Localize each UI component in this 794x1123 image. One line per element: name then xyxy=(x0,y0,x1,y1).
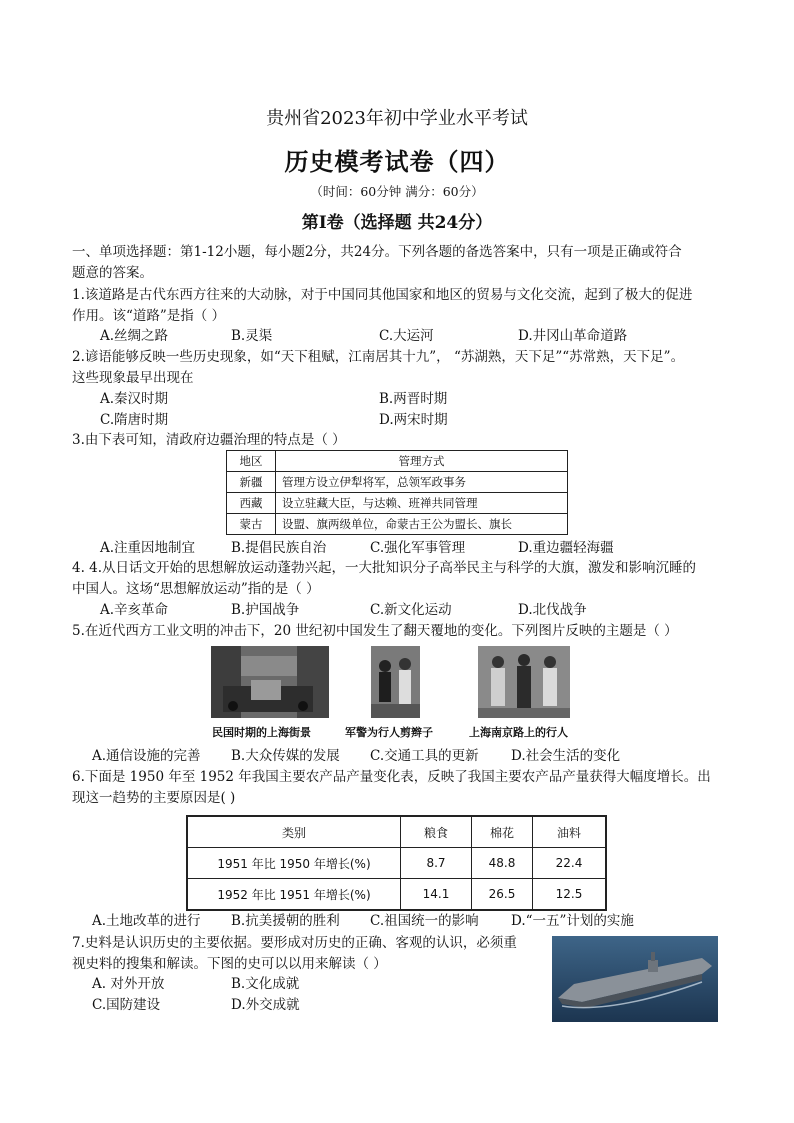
option-a: A.丝绸之路 xyxy=(100,328,169,344)
option-b: B.文化成就 xyxy=(231,976,300,992)
table-header-row xyxy=(227,451,568,472)
table-row xyxy=(187,879,606,911)
table-cell: 1951 年比 1950 年增长(%) xyxy=(187,848,401,879)
table-row xyxy=(227,514,568,535)
nanjing-road-photo xyxy=(478,646,570,718)
option-a: A.辛亥革命 xyxy=(100,602,169,618)
question-2-text: 2.谚语能够反映一些历史现象，如“天下租赋，江南居其十九”， “苏湖熟，天下足”“苏常熟，天下足”。 xyxy=(72,349,685,365)
option-a: A.秦汉时期 xyxy=(100,391,169,407)
option-c: C.国防建设 xyxy=(92,997,161,1013)
option-c: C.强化军事管理 xyxy=(370,540,466,556)
question-4-text: 中国人。这场“思想解放运动”指的是（ ） xyxy=(72,581,320,597)
question-7-text: 视史料的搜集和解读。下图的史可以以用来解读（ ） xyxy=(72,956,387,972)
option-c: C.大运河 xyxy=(379,328,434,344)
photo-caption: 军警为行人剪辫子 xyxy=(345,726,433,739)
table-header-cell: 粮食 xyxy=(401,816,472,848)
instructions-line: 题意的答案。 xyxy=(72,265,153,281)
table-cell: 8.7 xyxy=(401,848,472,879)
option-d: D.井冈山革命道路 xyxy=(518,328,628,344)
table-cell: 设立驻藏大臣，与达赖、班禅共同管理 xyxy=(276,493,568,514)
table-header-cell: 油料 xyxy=(533,816,607,848)
option-a: A.土地改革的进行 xyxy=(92,913,201,929)
table-header-cell: 类别 xyxy=(187,816,401,848)
table-header-cell: 棉花 xyxy=(472,816,533,848)
option-c: C.隋唐时期 xyxy=(100,412,169,428)
table-cell: 设盟、旗两级单位，命蒙古王公为盟长、旗长 xyxy=(276,514,568,535)
table-header-row xyxy=(187,816,606,848)
table-cell: 新疆 xyxy=(227,472,276,493)
question-3-text: 3.由下表可知，清政府边疆治理的特点是（ ） xyxy=(72,432,346,448)
time-info: （时间：60分钟 满分：60分） xyxy=(310,184,484,199)
option-b: B.两晋时期 xyxy=(379,391,448,407)
option-b: B.提倡民族自治 xyxy=(231,540,327,556)
question-1-text: 作用。该“道路”是指（ ） xyxy=(72,308,226,324)
question-6-text: 现这一趋势的主要原因是( ) xyxy=(72,790,236,806)
table-cell: 22.4 xyxy=(533,848,607,879)
option-a: A.通信设施的完善 xyxy=(92,748,201,764)
section-title: 第Ⅰ卷（选择题 共24分） xyxy=(301,213,493,233)
option-d: D.重边疆轻海疆 xyxy=(518,540,614,556)
option-b: B.灵渠 xyxy=(231,328,273,344)
table-cell: 蒙古 xyxy=(227,514,276,535)
option-d: D.外交成就 xyxy=(231,997,300,1013)
question-6-text: 6.下面是 1950 年至 1952 年我国主要农产品产量变化表，反映了我国主要农产品产量获得大幅度增长。出 xyxy=(72,769,711,785)
table-cell: 14.1 xyxy=(401,879,472,911)
option-b: B.抗美援朝的胜利 xyxy=(231,913,340,929)
option-c: C.交通工具的更新 xyxy=(370,748,479,764)
table-cell: 1952 年比 1951 年增长(%) xyxy=(187,879,401,911)
shanghai-street-photo xyxy=(211,646,329,718)
option-b: B.护国战争 xyxy=(231,602,300,618)
aircraft-carrier-photo xyxy=(552,936,718,1022)
question-4-text: 4. 4.从日话文开始的思想解放运动蓬勃兴起，一大批知识分子高举民主与科学的大旗，激发和影响沉睡的 xyxy=(72,560,697,576)
agricultural-output-table xyxy=(186,815,607,911)
photo-caption: 民国时期的上海街景 xyxy=(212,726,311,739)
exam-title: 历史模考试卷（四） xyxy=(284,147,510,176)
table-cell: 管理方设立伊犁将军，总领军政事务 xyxy=(276,472,568,493)
option-a: A. 对外开放 xyxy=(92,976,165,992)
table-row xyxy=(227,493,568,514)
table-header-cell: 管理方式 xyxy=(276,451,568,472)
table-cell: 48.8 xyxy=(472,848,533,879)
table-cell: 西藏 xyxy=(227,493,276,514)
queue-cutting-photo xyxy=(371,646,420,718)
option-c: C.新文化运动 xyxy=(370,602,452,618)
option-d: D.“一五”计划的实施 xyxy=(511,913,634,929)
table-row xyxy=(187,848,606,879)
instructions-line: 一、单项选择题：第1-12小题，每小题2分，共24分。下列各题的备选答案中，只有一项是正确或符合 xyxy=(72,244,682,260)
table-cell: 26.5 xyxy=(472,879,533,911)
table-cell: 12.5 xyxy=(533,879,607,911)
option-d: D.两宋时期 xyxy=(379,412,448,428)
option-d: D.社会生活的变化 xyxy=(511,748,621,764)
question-1-text: 1.该道路是古代东西方往来的大动脉，对于中国同其他国家和地区的贸易与文化交流，起到了极大的促进 xyxy=(72,287,693,303)
question-2-text: 这些现象最早出现在 xyxy=(72,370,194,386)
table-header-cell: 地区 xyxy=(227,451,276,472)
option-d: D.北伐战争 xyxy=(518,602,587,618)
question-5-text: 5.在近代西方工业文明的冲击下，20 世纪初中国发生了翻天覆地的变化。下列图片反映的主题是（ ） xyxy=(72,623,678,639)
table-row xyxy=(227,472,568,493)
frontier-governance-table xyxy=(226,450,568,535)
option-c: C.祖国统一的影响 xyxy=(370,913,479,929)
option-a: A.注重因地制宜 xyxy=(100,540,196,556)
photo-caption: 上海南京路上的行人 xyxy=(469,726,568,739)
option-b: B.大众传媒的发展 xyxy=(231,748,340,764)
question-7-text: 7.史料是认识历史的主要依据。要形成对历史的正确、客观的认识，必须重 xyxy=(72,935,517,951)
exam-province-title: 贵州省2023年初中学业水平考试 xyxy=(266,108,528,129)
